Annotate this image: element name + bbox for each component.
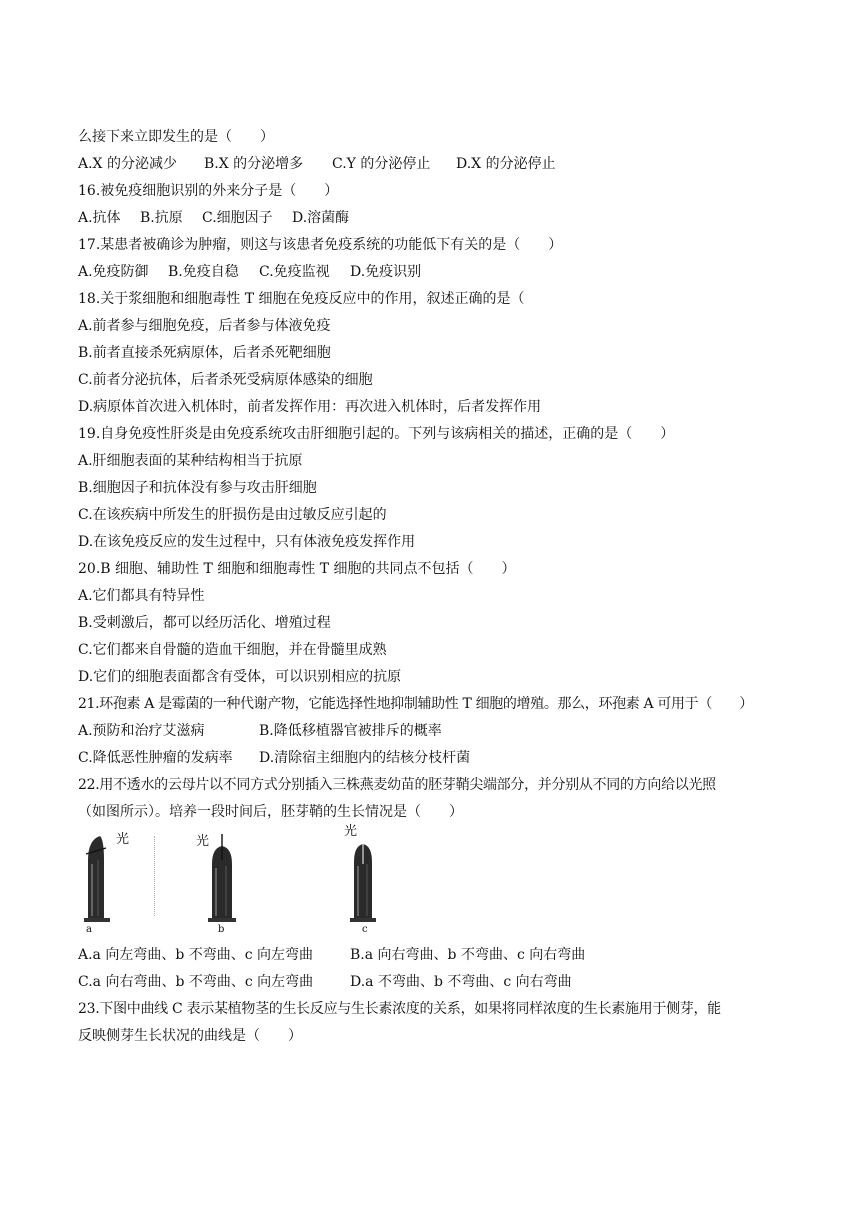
question-16-options (78, 205, 790, 232)
option-d: D.清除宿主细胞内的结核分枝杆菌 (259, 750, 471, 766)
question-18-option-b: B.前者直接杀死病原体，后者杀死靶细胞 (78, 345, 331, 361)
coleoptile-b (194, 830, 254, 935)
caption-a: a (86, 924, 92, 935)
question-22-options-ab (78, 942, 790, 969)
light-label-a: 光 (116, 832, 130, 847)
question-22-line-2: （如图所示）。培养一段时间后，胚芽鞘的生长情况是（ ） (78, 804, 463, 820)
option-b: B.降低移植器官被排斥的概率 (259, 723, 442, 739)
option-d: D.免疫识别 (350, 264, 422, 280)
option-d: D.a 不弯曲、b 不弯曲、c 向右弯曲 (350, 974, 572, 990)
option-a: A.a 向左弯曲、b 不弯曲、c 向左弯曲 (78, 947, 314, 963)
caption-b: b (218, 924, 225, 935)
question-21-options-ab (78, 718, 790, 745)
question-18-option-d: D.病原体首次进入机体时，前者发挥作用：再次进入机体时，后者发挥作用 (78, 399, 542, 415)
question-19-option-c: C.在该疾病中所发生的肝损伤是由过敏反应引起的 (78, 507, 387, 523)
question-19-option-a: A.肝细胞表面的某种结构相当于抗原 (78, 453, 303, 469)
question-15-options (78, 151, 790, 178)
question-20-option-b: B.受刺激后，都可以经历活化、增殖过程 (78, 615, 331, 631)
question-20-option-d: D.它们的细胞表面都含有受体，可以识别相应的抗原 (78, 669, 402, 685)
question-17-options (78, 259, 790, 286)
question-19-option-d: D.在该免疫反应的发生过程中，只有体液免疫发挥作用 (78, 534, 416, 550)
question-23-line-1: 23.下图中曲线 C 表示某植物茎的生长反应与生长素浓度的关系，如果将同样浓度的生长素施用于侧芽，能 (78, 1001, 721, 1017)
coleoptile-a (80, 830, 140, 935)
question-22-options-cd (78, 969, 790, 996)
option-d: D.溶菌酶 (292, 210, 350, 226)
question-16: 16.被免疫细胞识别的外来分子是（ ） (78, 183, 339, 199)
option-c: C.a 向右弯曲、b 不弯曲、c 向左弯曲 (78, 974, 314, 990)
question-19: 19.自身免疫性肝炎是由免疫系统攻击肝细胞引起的。下列与该病相关的描述，正确的是（ ） (78, 426, 675, 442)
option-c: C.免疫监视 (259, 264, 330, 280)
figure-divider (154, 836, 155, 916)
option-b: B.a 向右弯曲、b 不弯曲、c 向右弯曲 (350, 947, 586, 963)
option-a: A.免疫防御 (78, 264, 149, 280)
question-18-option-a: A.前者参与细胞免疫，后者参与体液免疫 (78, 318, 331, 334)
question-22-line-1: 22.用不透水的云母片以不同方式分别插入三株燕麦幼苗的胚芽鞘尖端部分，并分别从不同的方向给以光照 (78, 777, 716, 793)
question-21: 21.环孢素 A 是霉菌的一种代谢产物，它能选择性地抑制辅助性 T 细胞的增殖。那么，环孢素 A 可用于（ ） (78, 696, 753, 712)
coleoptile-c-drawing (340, 830, 400, 930)
question-15-stem-end: 么接下来立即发生的是（ ） (78, 129, 274, 145)
question-21-options-cd (78, 745, 790, 772)
option-c: C.降低恶性肿瘤的发病率 (78, 750, 233, 766)
option-c: C.Y 的分泌停止 (332, 156, 431, 172)
question-20: 20.B 细胞、辅助性 T 细胞和细胞毒性 T 细胞的共同点不包括（ ） (78, 561, 516, 577)
option-b: B.抗原 (140, 210, 183, 226)
light-label-b: 光 (196, 834, 210, 849)
document-page (78, 124, 790, 1050)
option-a: A.X 的分泌减少 (78, 156, 177, 172)
question-20-option-c: C.它们都来自骨髓的造血干细胞，并在骨髓里成熟 (78, 642, 387, 658)
question-18: 18.关于浆细胞和细胞毒性 T 细胞在免疫反应中的作用，叙述正确的是（ (78, 291, 525, 307)
option-b: B.X 的分泌增多 (204, 156, 304, 172)
coleoptile-figure (78, 824, 790, 942)
option-d: D.X 的分泌停止 (456, 156, 556, 172)
option-a: A.抗体 (78, 210, 121, 226)
question-23-line-2: 反映侧芽生长状况的曲线是（ ） (78, 1028, 302, 1044)
light-label-c: 光 (344, 824, 358, 839)
question-19-option-b: B.细胞因子和抗体没有参与攻击肝细胞 (78, 480, 317, 496)
option-c: C.细胞因子 (202, 210, 273, 226)
question-17: 17.某患者被确诊为肿瘤，则这与该患者免疫系统的功能低下有关的是（ ） (78, 237, 563, 253)
question-20-option-a: A.它们都具有特异性 (78, 588, 205, 604)
coleoptile-c (340, 824, 400, 935)
question-18-option-c: C.前者分泌抗体，后者杀死受病原体感染的细胞 (78, 372, 373, 388)
option-a: A.预防和治疗艾滋病 (78, 723, 205, 739)
caption-c: c (362, 924, 368, 935)
option-b: B.免疫自稳 (168, 264, 239, 280)
coleoptile-a-drawing (80, 830, 140, 930)
